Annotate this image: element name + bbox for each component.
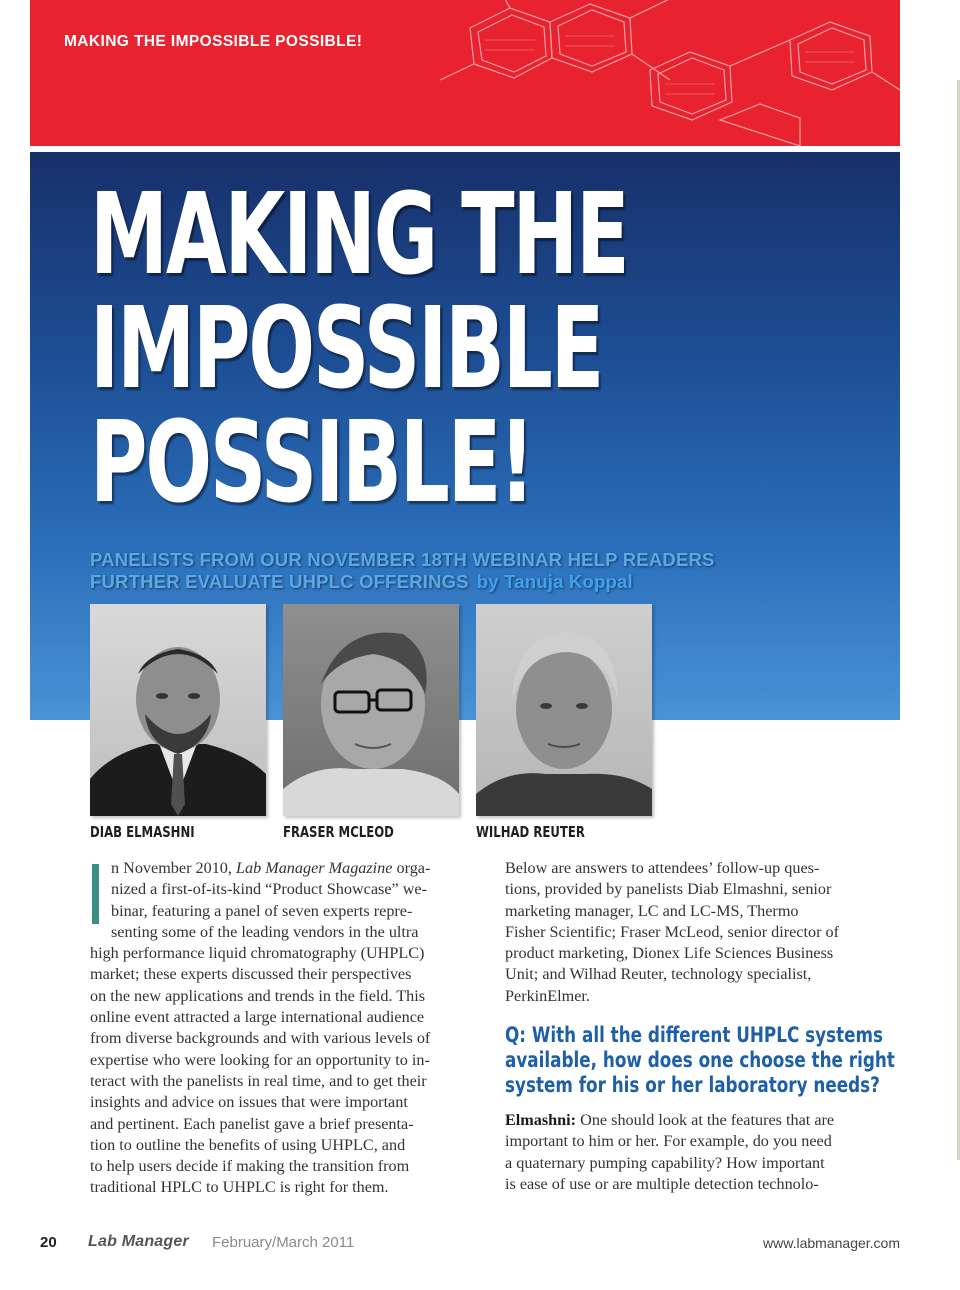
text-run: orga- — [392, 859, 431, 877]
paragraph-line: Fisher Scientific; Fraser McLeod, senior director of — [505, 922, 839, 941]
paragraph-line: on the new applications and trends in the field. This — [90, 986, 426, 1005]
article-title — [90, 170, 628, 528]
paragraph-line: marketing manager, LC and LC-MS, Thermo — [505, 901, 799, 920]
paragraph-line: Below are answers to attendees’ follow-up ques- — [505, 859, 820, 877]
paragraph-line: senting some of the leading vendors in the ultra — [111, 922, 419, 941]
paragraph-line: traditional HPLC to UHPLC is right for them. — [90, 1178, 389, 1197]
molecule-graphic — [30, 0, 900, 146]
answer-line: important to him or her. For example, do you need — [505, 1132, 832, 1151]
paragraph-line: insights and advice on issues that were important — [90, 1093, 408, 1112]
text-run: One should look at the features that are — [576, 1111, 835, 1130]
page-number: 20 — [40, 1234, 57, 1251]
paragraph-line: to help users decide if making the transition from — [90, 1157, 410, 1176]
title-line-1: MAKING THE — [90, 170, 628, 300]
title-line-3: POSSIBLE! — [90, 398, 533, 528]
question-heading — [505, 1023, 895, 1098]
article-subtitle — [90, 549, 850, 593]
byline: by Tanuja Koppal — [476, 571, 633, 592]
subtitle-line-1: PANELISTS FROM OUR NOVEMBER 18TH WEBINAR HELP READERS — [90, 549, 715, 570]
page-footer — [0, 1232, 960, 1256]
website-link[interactable]: www.labmanager.com — [763, 1235, 900, 1251]
question-line-1: Q: With all the different UHPLC systems — [505, 1023, 883, 1048]
paragraph-line: tions, provided by panelists Diab Elmashni, senior — [505, 880, 832, 899]
article-column-right — [505, 858, 895, 1195]
title-line-2: IMPOSSIBLE — [90, 284, 603, 414]
paragraph-line: online event attracted a large international audience — [90, 1008, 425, 1027]
answer-line: a quaternary pumping capability? How important — [505, 1153, 825, 1172]
answer-line: is ease of use or are multiple detection technolo- — [505, 1174, 819, 1193]
paragraph-line: high performance liquid chromatography (UHPLC) — [90, 944, 425, 963]
text-run: n November 2010, — [111, 859, 236, 877]
paragraph-line: teract with the panelists in real time, and to get their — [90, 1071, 427, 1090]
paragraph-line: and pertinent. Each panelist gave a brief presenta- — [90, 1114, 414, 1133]
section-label: MAKING THE IMPOSSIBLE POSSIBLE! — [64, 33, 363, 50]
paragraph-line: Unit; and Wilhad Reuter, technology specialist, — [505, 965, 812, 984]
panelist-photo-reuter — [476, 604, 652, 816]
article-column-left — [90, 858, 480, 1199]
paragraph-line: product marketing, Dionex Life Sciences Business — [505, 944, 834, 963]
panelist-name-2: FRASER MCLEOD — [283, 823, 394, 841]
paragraph-line: from diverse backgrounds and with various levels of — [90, 1029, 431, 1048]
magazine-name-italic: Lab Manager Magazine — [235, 859, 393, 877]
issue-date: February/March 2011 — [212, 1234, 355, 1251]
answer-line — [505, 1110, 895, 1131]
paragraph-line: market; these experts discussed their perspectives — [90, 965, 412, 984]
question-line-2: available, how does one choose the right — [505, 1048, 895, 1073]
panelist-photo-mcleod — [283, 604, 459, 816]
dropcap — [92, 864, 99, 924]
magazine-name: Lab Manager — [88, 1233, 189, 1250]
question-line-3: system for his or her laboratory needs? — [505, 1073, 880, 1098]
panelist-photo-elmashni — [90, 604, 266, 816]
paragraph-line: nized a first-of-its-kind “Product Showcase” we- — [111, 880, 428, 899]
paragraph-line: tion to outline the benefits of using UHPLC, and — [90, 1135, 406, 1154]
section-header-band — [30, 0, 900, 146]
panelist-name-1: DIAB ELMASHNI — [90, 823, 195, 841]
paragraph-line — [90, 858, 480, 879]
panelist-name-3: WILHAD REUTER — [476, 823, 585, 841]
paragraph-line: PerkinElmer. — [505, 986, 590, 1005]
paragraph-line: binar, featuring a panel of seven experts repre- — [111, 901, 413, 920]
subtitle-line-2-text: FURTHER EVALUATE UHPLC OFFERINGS — [90, 571, 469, 592]
paragraph-line: expertise who were looking for an opportunity to in- — [90, 1050, 430, 1069]
answer-speaker: Elmashni: — [505, 1111, 577, 1130]
subtitle-line-2 — [90, 571, 850, 593]
